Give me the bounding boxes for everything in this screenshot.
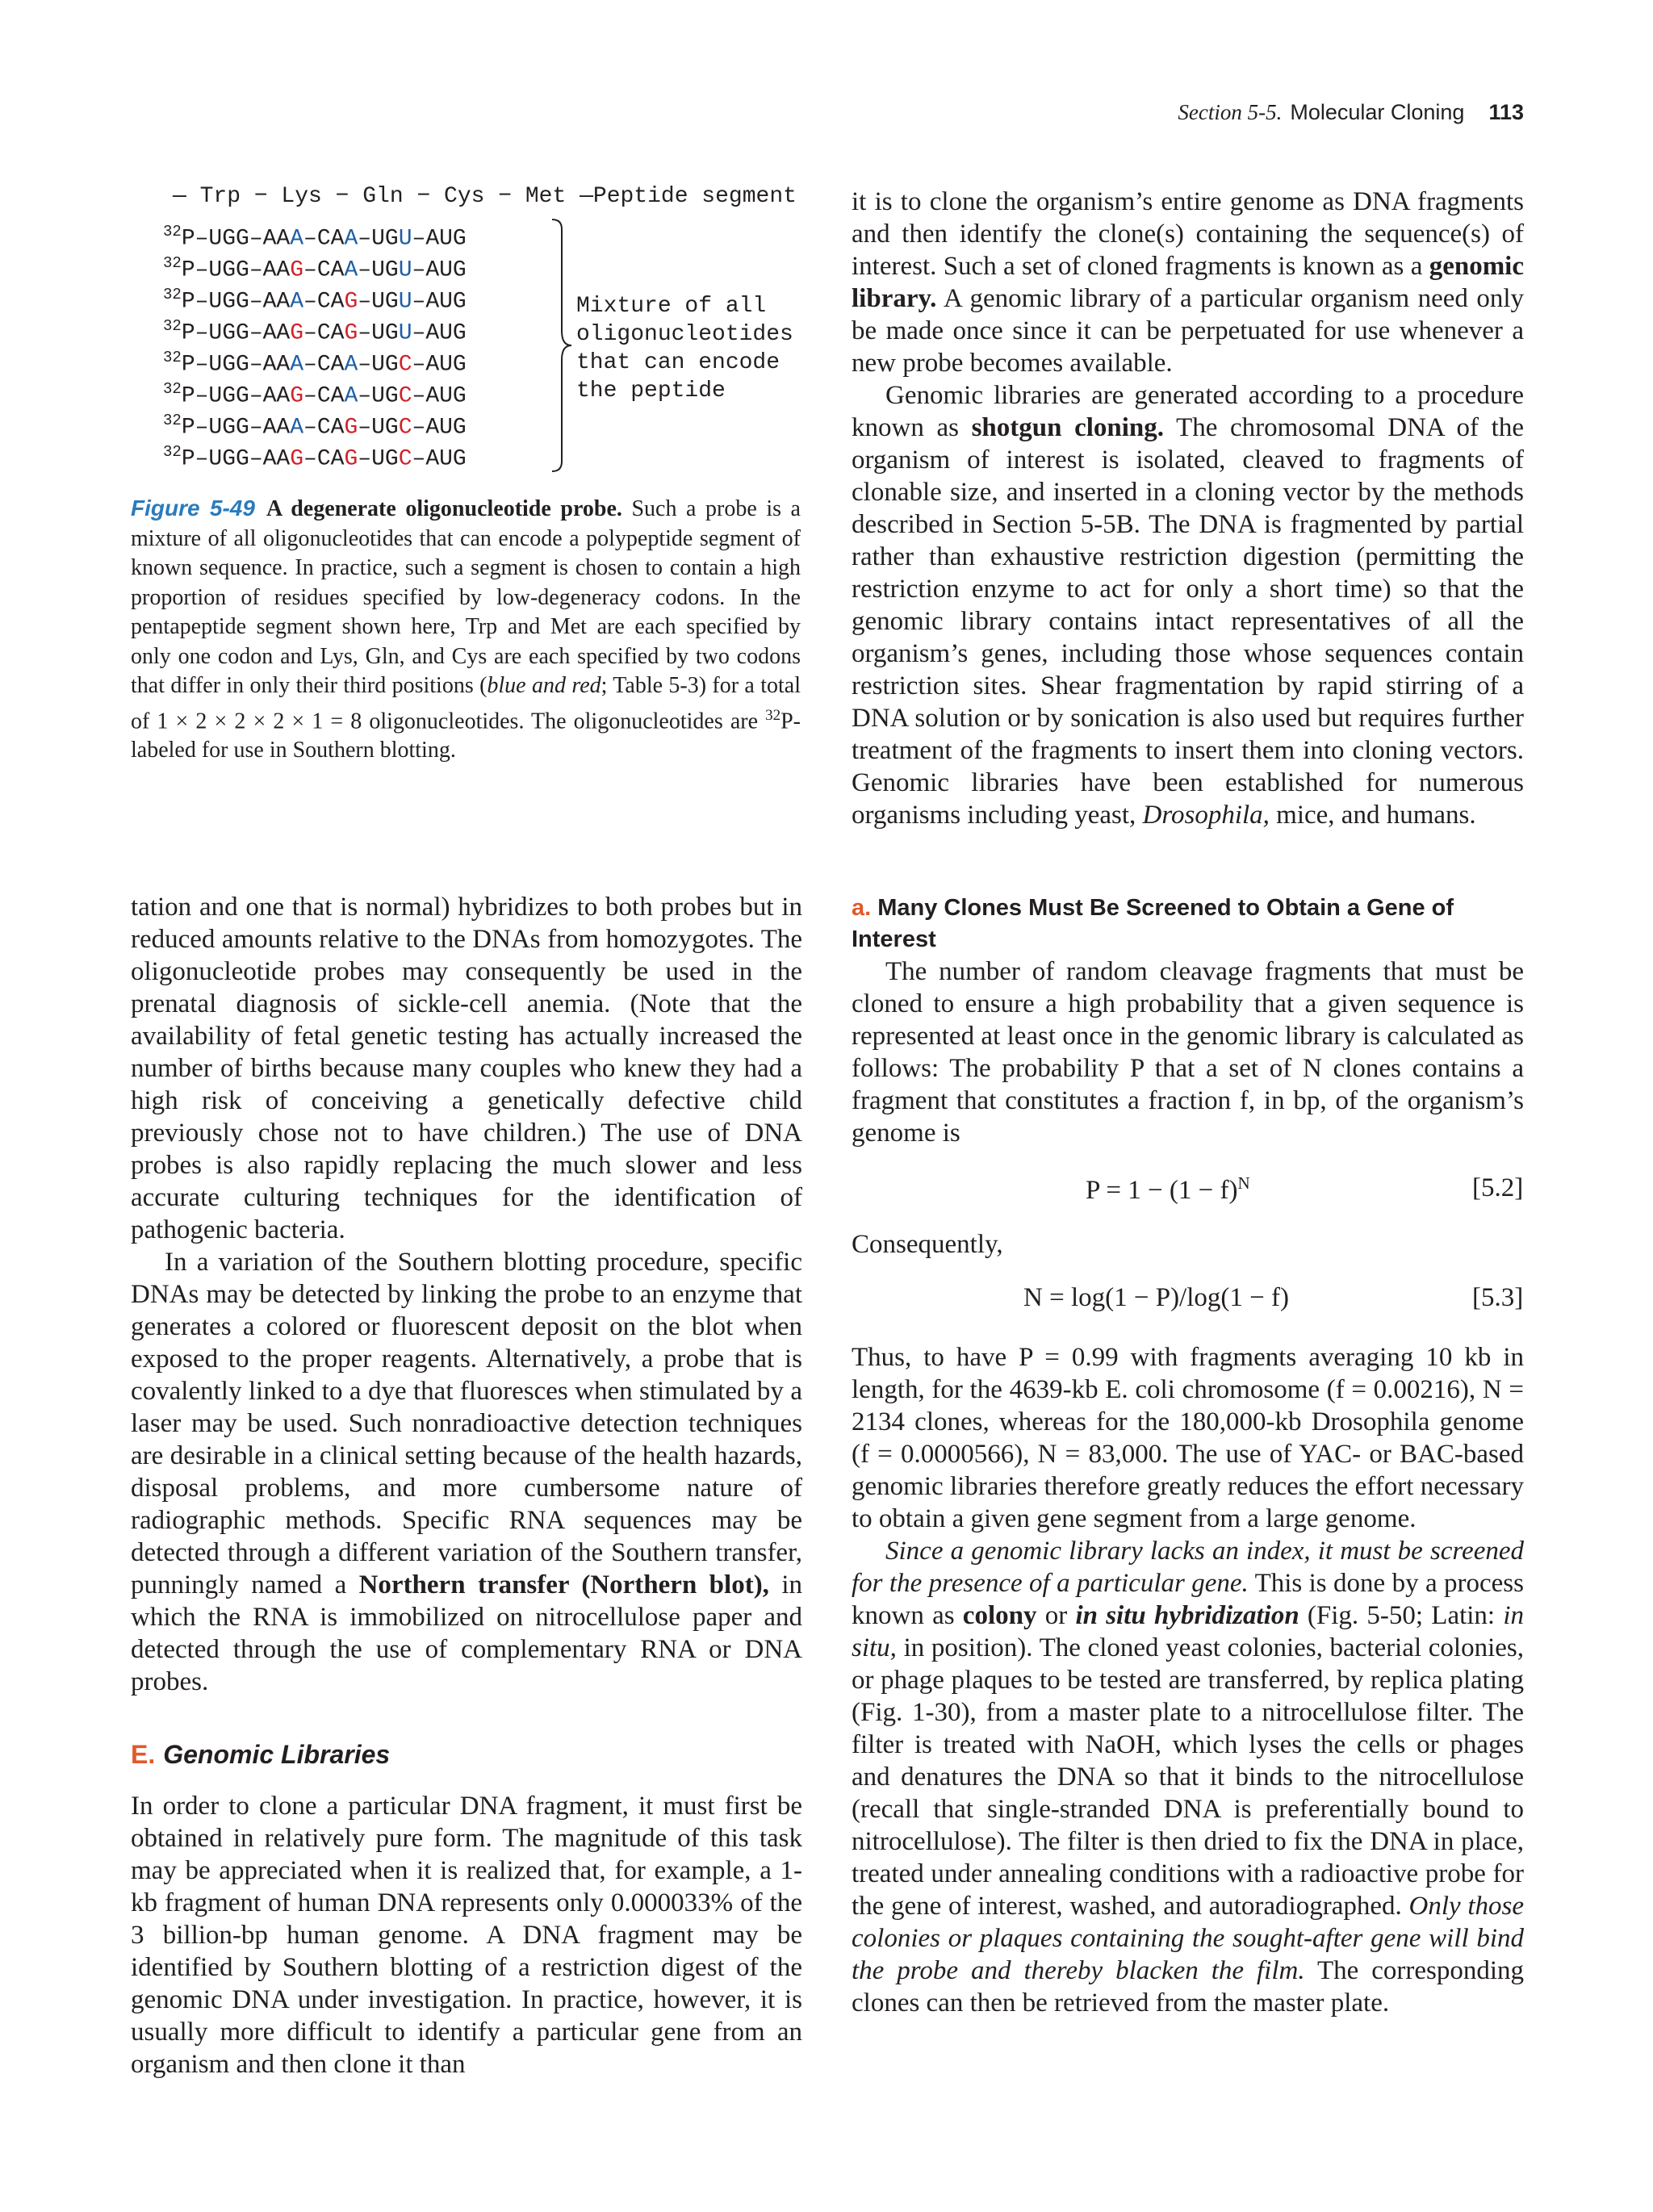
paragraph: In a variation of the Southern blotting procedure, specific DNAs may be detected by linking the probe to an enzyme that generates a colored or fluorescent deposit on the blot when exposed to the proper reagents. Alternatively, a probe that is covalently linked to a dye that fluoresces when stimulated by a laser may be used. Such nonradioactive detection techniques are desirable in a clinical setting because of the health hazards, disposal problems, and more cumbersome nature of radiographic methods. Specific RNA sequences may be detected through a different variation of the Southern transfer, punningly named a Northern transfer (Northern blot), in which the RNA is immobilized on nitrocellulose paper and detected through the use of complementary RNA or DNA probes.	[131, 1248, 802, 1696]
right-column-bottom	[852, 1341, 1524, 2019]
oligonucleotide-row: $^{32}$P–UGG–AAA–CAA–UGU–AUG	[163, 223, 467, 252]
oligonucleotide-list	[163, 216, 467, 472]
oligonucleotide-row: $^{32}$P–UGG–AAG–CAA–UGU–AUG	[163, 254, 467, 283]
oligonucleotide-row: $^{32}$P–UGG–AAG–CAA–UGC–AUG	[163, 380, 467, 409]
figure-peptide-header: — Trp − Lys − Gln − Cys − Met —Peptide segment	[173, 184, 797, 209]
figure-label: Figure 5-49	[131, 496, 255, 521]
page-number: 113	[1488, 100, 1524, 124]
paragraph: The number of random cleavage fragments that must be cloned to ensure a high probability that a given sequence is represented at least once in the genomic library is calculated as follows: The probability P that a set of N clones contains a fragment that constitutes a fraction f, in bp, of the organism’s genome is	[852, 957, 1524, 1148]
oligonucleotide-row: $^{32}$P–UGG–AAA–CAA–UGC–AUG	[163, 349, 467, 378]
figure-caption: Figure 5-49 A degenerate oligonucleotide probe. Such a probe is a mixture of all oligonucleotides that can encode a polypeptide segment of known sequence. In practice, such a segment is chosen to contain a high proportion of residues specified by low-degeneracy codons. In the pentapeptide segment shown here, Trp and Met are each specified by only one codon and Lys, Gln, and Cys are each specified by two codons that differ in only their third positions (blue and red; Table 5-3) for a total of 1 × 2 × 2 × 2 × 1 = 8 oligonucleotides. The oligonucleotides are $^{32}$P-labeled for use in Southern blotting.	[131, 496, 801, 763]
running-head	[1178, 100, 1524, 125]
left-column-text	[131, 891, 802, 1698]
oligonucleotide-row: $^{32}$P–UGG–AAA–CAG–UGC–AUG	[163, 412, 467, 441]
paragraph: Since a genomic library lacks an index, it must be screened for the presence of a particular gene. This is done by a process known as colony or in situ hybridization (Fig. 5-50; Latin: in situ, in position). The cloned yeast colonies, bacterial colonies, or phage plaques to be tested are transferred, by replica plating (Fig. 1-30), from a master plate to a nitrocellulose filter. The filter is treated with NaOH, which lyses the cells or phages and denatures the DNA so that it binds to the nitrocellulose (recall that single-stranded DNA is preferentially bound to nitrocellulose). The filter is then dried to fix the DNA in place, treated under annealing conditions with a radioactive probe for the gene of interest, washed, and autoradiographed. Only those colonies or plaques containing the sought-after gene will bind the probe and thereby blacken the film. The corresponding clones can then be retrieved from the master plate.	[852, 1537, 1525, 2018]
right-column-subsection	[852, 893, 1524, 1149]
chapter-title: Molecular Cloning	[1290, 100, 1465, 124]
section-heading: E. Genomic Libraries	[131, 1740, 391, 1769]
consequently-text: Consequently,	[852, 1230, 1003, 1259]
subsection-heading: a. Many Clones Must Be Screened to Obtain a Gene of Interest	[852, 895, 1454, 952]
figure-title: A degenerate oligonucleotide probe.	[266, 496, 622, 521]
curly-brace-icon	[550, 218, 575, 473]
right-column-top	[852, 186, 1524, 831]
paragraph: Genomic libraries are generated according to a procedure known as shotgun cloning. The chromosomal DNA of the organism of interest is isolated, cleaved to fragments of clonable size, and inserted in a cloning vector by the methods described in Section 5-5B. The DNA is fragmented by partial rather than exhaustive restriction digestion (permitting the restriction enzyme to act for only a short time) so that the genomic library contains intact representatives of all the organism’s genes, including those whose sequences contain restriction sites. Shear fragmentation by rapid stirring of a DNA solution or by sonication is also used but requires further treatment of the fragments to insert them into cloning vectors. Genomic libraries have been established for numerous organisms including yeast, Drosophila, mice, and humans.	[852, 381, 1524, 830]
section-ref: Section 5-5.	[1178, 100, 1283, 124]
oligonucleotide-row: $^{32}$P–UGG–AAG–CAG–UGC–AUG	[163, 443, 467, 472]
paragraph: it is to clone the organism’s entire genome as DNA fragments and then identify the clone(s) containing the sequence(s) of interest. Such a set of cloned fragments is known as a genomic library. A genomic library of a particular organism need only be made once since it can be perpetuated for use whenever a new probe becomes available.	[852, 187, 1524, 378]
oligonucleotide-row: $^{32}$P–UGG–AAG–CAG–UGU–AUG	[163, 317, 467, 346]
equation-5-2: $P = 1 - (1 - f)^N$	[1086, 1173, 1250, 1205]
equation-number: [5.2]	[1472, 1173, 1524, 1202]
left-column-text-2	[131, 1790, 802, 2080]
equation-5-3: N = log(1 − P)/log(1 − f)	[1023, 1283, 1289, 1312]
equation-number: [5.3]	[1472, 1283, 1524, 1312]
oligonucleotide-row: $^{32}$P–UGG–AAA–CAG–UGU–AUG	[163, 286, 467, 315]
brace-label: Mixture of all oligonucleotides that can encode the peptide	[576, 294, 793, 404]
paragraph: Thus, to have P = 0.99 with fragments averaging 10 kb in length, for the 4639-kb E. coli chromosome (f = 0.00216), N = 2134 clones, whereas for the 180,000-kb Drosophila genome (f = 0.0000566), N = 83,000. The use of YAC- or BAC-based genomic libraries therefore greatly reduces the effort necessary to obtain a given gene segment from a large genome.	[852, 1343, 1524, 1533]
paragraph: In order to clone a particular DNA fragment, it must first be obtained in relatively pure form. The magnitude of this task may be appreciated when it is realized that, for example, a 1-kb fragment of human DNA represents only 0.000033% of the 3 billion-bp human genome. A DNA fragment may be identified by Southern blotting of a restriction digest of the genomic DNA under investigation. In practice, however, it is usually more difficult to identify a particular gene from an organism and then clone it than	[131, 1792, 802, 2079]
paragraph: tation and one that is normal) hybridizes to both probes but in reduced amounts relative to the DNAs from homozygotes. The oligonucleotide probes may consequently be used in the prenatal diagnosis of sickle-cell anemia. (Note that the availability of fetal genetic testing has actually increased the number of births because many couples who knew they had a high risk of conceiving a genetically defective child previously chose not to have children.) The use of DNA probes is also rapidly replacing the much slower and less accurate culturing techniques for the identification of pathogenic bacteria.	[131, 893, 802, 1244]
